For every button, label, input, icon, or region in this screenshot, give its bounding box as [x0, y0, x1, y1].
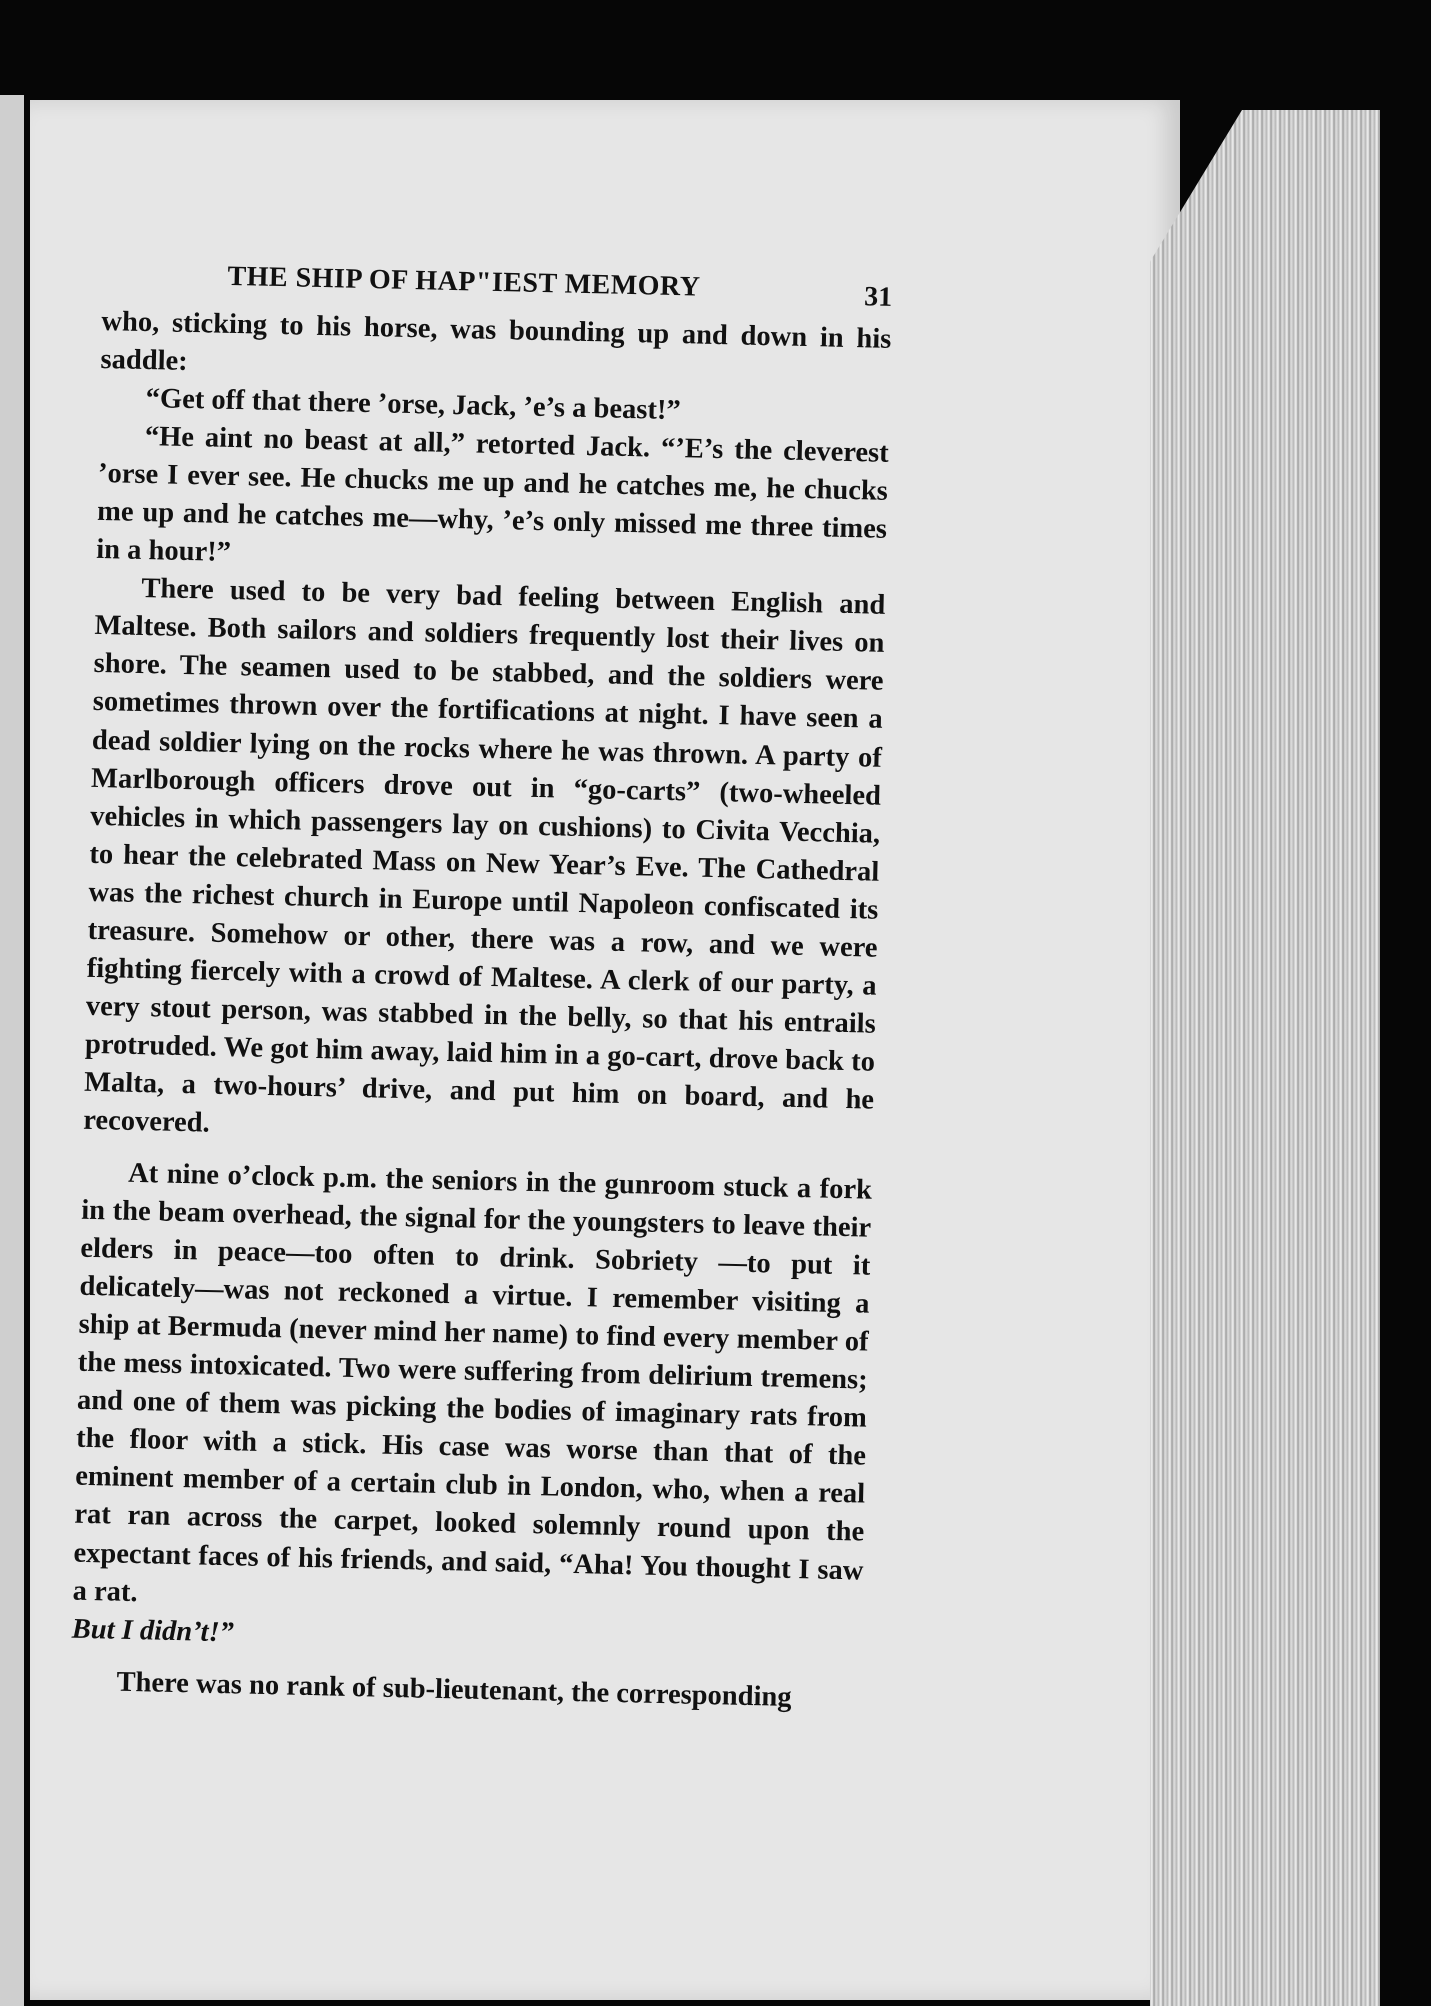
facing-page-edge	[0, 95, 24, 2006]
page-number: 31	[863, 281, 893, 313]
paragraph: “Get off that there ’orse, Jack, ’e’s a beast!”	[145, 383, 681, 427]
paragraph: who, sticking to his horse, was bounding up and down in his saddle:	[100, 305, 892, 377]
paragraph-tail: But I didn’t!”	[71, 1613, 235, 1648]
book-fore-edge	[1150, 110, 1380, 2006]
paragraph: “He aint no beast at all,” retorted Jack. “’E’s the cleverest ’orse I ever see. He chucks me up and he catches me, he chucks me up and he catches me—why, ’e’s only missed me three times in a hour!”	[95, 421, 890, 569]
paragraph: There was no rank of sub-lieutenant, the corresponding	[116, 1666, 792, 1713]
paragraph: There used to be very bad feeling between English and Maltese. Both sailors and soldiers frequently lost their lives on shore. The seamen used to be stabbed, and the soldiers were sometimes thrown over the fortifications at night. I have seen a dead soldier lying on the rocks where he was thrown. A party of Marlborough officers drove out in “go-carts” (two-wheeled vehicles in which passengers lay on cushions) to Civita Vecchia, to hear the celebrated Mass on New Year’s Eve. The Cathedral was the richest church in Europe until Napoleon confiscated its treasure. Somehow or other, there was a row, and we were fighting fiercely with a crowd of Maltese. A clerk of our party, a very stout person, was stabbed in the belly, so that his entrails protruded. We got him away, laid him in a go-cart, drove back to Malta, a two-hours’ drive, and put him on board, and he recovered.	[83, 573, 886, 1139]
running-head-title: THE SHIP OF HAP"IEST MEMORY	[227, 260, 701, 303]
paragraph: At nine o’clock p.m. the seniors in the gunroom stuck a fork in the beam overhead, the signal for the youngsters to leave their elders in peace—too often to drink. Sobriety —to put it delicately—was not reckoned a virtue. I remember visiting a ship at Bermuda (never mind her name) to find every member of the mess intoxicated. Two were suffering from delirium tremens; and one of them was picking the bodies of imaginary rats from the floor with a stick. His case was worse than that of the eminent member of a certain club in London, who, when a real rat ran across the carpet, looked solemnly round upon the expectant faces of his friends, and said, “Aha! You thought I saw a rat.	[72, 1157, 873, 1608]
page-text	[70, 255, 893, 1718]
